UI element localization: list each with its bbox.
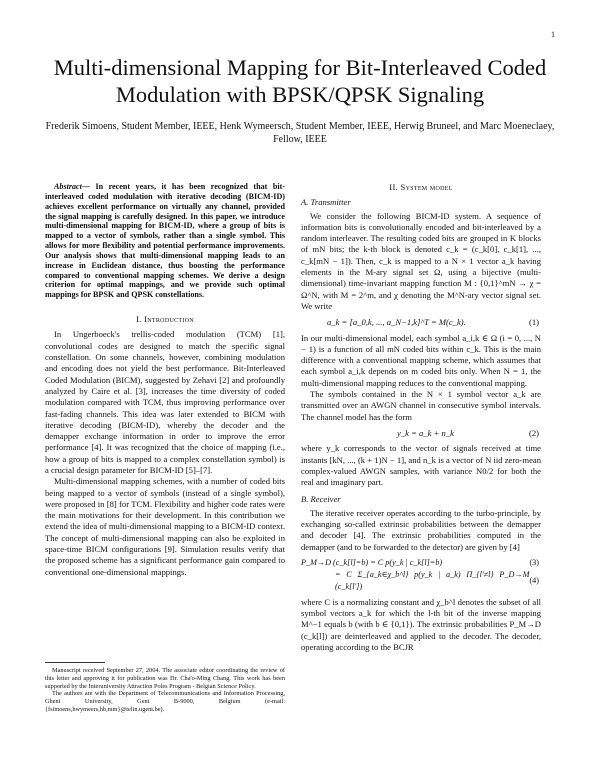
equation-2-body: y_k = a_k + n_k [397,427,454,438]
body-paragraph: We consider the following BICM-ID system. A sequence of information bits is convolutionally encoded and bit-interleaved by a random interleaver. The resulting coded bits are grouped in K blocks of mN bits; the k-th block is denoted c_k = (c_k[0], c_k[1], ..., c_k[mN − 1]). Then, c_k is mapped to a N × 1 vector a_k having elements in the M-ary signal set Ω, using a bijective (multi-dimensional) time-invariant mapping function M : {0,1}^mN → χ = Ω^N, with M = 2^m, and χ denoting the M^N-ary vector signal set. We write [301,210,541,311]
body-paragraph: The iterative receiver operates according to the turbo-principle, by exchanging so-called extrinsic probabilities between the demapper and decoder [4]. The extrinsic probabilities computed in the demapper (and to be forwarded to the detector) are given by [4] [301,507,541,552]
section-heading-introduction: I. Introduction [136,314,194,325]
section-heading-system-model: II. System model [389,182,453,192]
equation-4 [301,569,541,592]
abstract-text: — In recent years, it has been recognized that bit-interleaved coded modulation with iterative decoding (BICM-ID) achieves excellent performance on virtually any channel, provided the signal mapping is carefully designed. In this paper, we introduce multi-dimensional mapping for BICM-ID, where a group of bits is mapped to a vector of symbols, rather than a single symbol. This allows for more flexibility and potential performance improvements. Our analysis shows that multi-dimensional mapping leads to an increase in Euclidean distance, thus boosting the performance compared to conventional mapping schemes. We derive a design criterion for optimal mappings, and we provide such optimal mappings for BPSK and QPSK constellations. [45,182,285,300]
equation-2-number: (2) [528,427,539,438]
author-list: Frederik Simoens, Student Member, IEEE, Henk Wymeersch, Student Member, IEEE, Herwig Bruneel, and Marc Moeneclaey, Fellow, IEEE [45,121,555,145]
equation-3-number: (3) [529,557,539,567]
body-paragraph: The symbols contained in the N × 1 symbol vector a_k are transmitted over an AWGN channel in consecutive symbol intervals. The channel model has the form [301,389,541,422]
footnote-rule [45,662,105,663]
equation-3 [301,557,541,568]
abstract-label: Abstract [54,182,82,191]
equation-4-body: = C Σ_{a_k∈χ_b^l} p(y_k | a_k) Π_{l'≠l} P_D→M (c_k[l']) [335,570,530,591]
equation-3-body: P_M→D (c_k[l]=b) = C p(y_k | c_k[l]=b) [301,557,443,567]
equation-1-body: a_k = [a_0,k, ..., a_N−1,k]^T = M(c_k). [327,317,466,328]
footnote-paragraph: Manuscript received September 27, 2004. The associate editor coordinating the review of this letter and approving it for publication was Dr. Cha'o-Ming Chang. This work has been supported by the Interuniversity Attraction Poles Program - Belgian Science Policy. [45,667,285,690]
footnote-paragraph: The authors are with the Department of Telecommunications and Information Processing, Ghent University, Gent B-9000, Belgium (e-mail: {fsimoens,hwymeers,hb,mm}@telin.ugent.be). [45,690,285,713]
paper-title: Multi-dimensional Mapping for Bit-Interleaved Coded Modulation with BPSK/QPSK Signaling [53,55,547,107]
equation-1-number: (1) [528,317,539,328]
body-paragraph: where C is a normalizing constant and χ_b^l denotes the subset of all symbol vectors a_k for which the l-th bit of the inverse mapping M^−1 equals b (with b ∈ {0,1}). The extrinsic probabilities P_M→D (c_k[l]) are deinterleaved and applied to the decoder. The decoder, operating according to the BCJR [301,596,541,652]
body-paragraph: where y_k corresponds to the vector of signals received at time instants [kN, ..., (k + 1)N − 1], and n_k is a vector of N iid zero-mean complex-valued AWGN samples, with variance N0/2 for both the real and imaginary part. [301,443,541,488]
right-column [301,182,541,653]
body-paragraph: In our multi-dimensional model, each symbol a_i,k ∈ Ω (i = 0, ..., N − 1) is a function of all mN coded bits within c_k. This is the main difference with a conventional mapping scheme, which assumes that each symbol a_i,k depends on m coded bits only. When N = 1, the multi-dimensional mapping reduces to the conventional mapping. [301,332,541,388]
intro-paragraph: Multi-dimensional mapping schemes, with a number of coded bits being mapped to a vector of symbols (instead of a single symbol), were proposed in [8] for TCM. Flexibility and higher code rates were the main motivations for their development. In this contribution we extend the idea of multi-dimensional mapping to a BICM-ID context. The concept of multi-dimensional mapping can also be exploited in space-time BICM configurations [9]. Simulation results verify that the proposed scheme has a significant performance gain compared to conventional one-dimensional mappings. [45,476,285,577]
equation-2 [301,428,541,439]
subsection-heading-transmitter: A. Transmitter [301,197,351,208]
equation-4-number: (4) [529,575,539,585]
footnote [45,667,285,714]
subsection-heading-receiver: B. Receiver [301,494,341,505]
left-column [45,182,285,578]
equation-1 [301,317,541,328]
abstract [45,182,285,300]
page-number: 1 [551,30,555,39]
intro-paragraph: In Ungerboeck's trellis-coded modulation (TCM) [1], convolutional codes are designed to match the specific signal constellation. On some channels, however, combining modulation and encoding does not yield the best performance. Bit-Interleaved Coded Modulation (BICM), suggested by Zehavi [2] and profoundly analyzed by Caire et al. [3], increases the time diversity of coded modulation compared with TCM, thus improving performance over fast-fading channels. This idea was later extended to BICM with iterative decoding (BICM-ID), whereby the decoder and the demapper exchange information in order to improve the error performance [4]. It was recognized that the choice of mapping (i.e., how a group of bits is mapped to a complex constellation symbol) is a crucial design parameter for BICM-ID [5]–[7]. [45,329,285,475]
